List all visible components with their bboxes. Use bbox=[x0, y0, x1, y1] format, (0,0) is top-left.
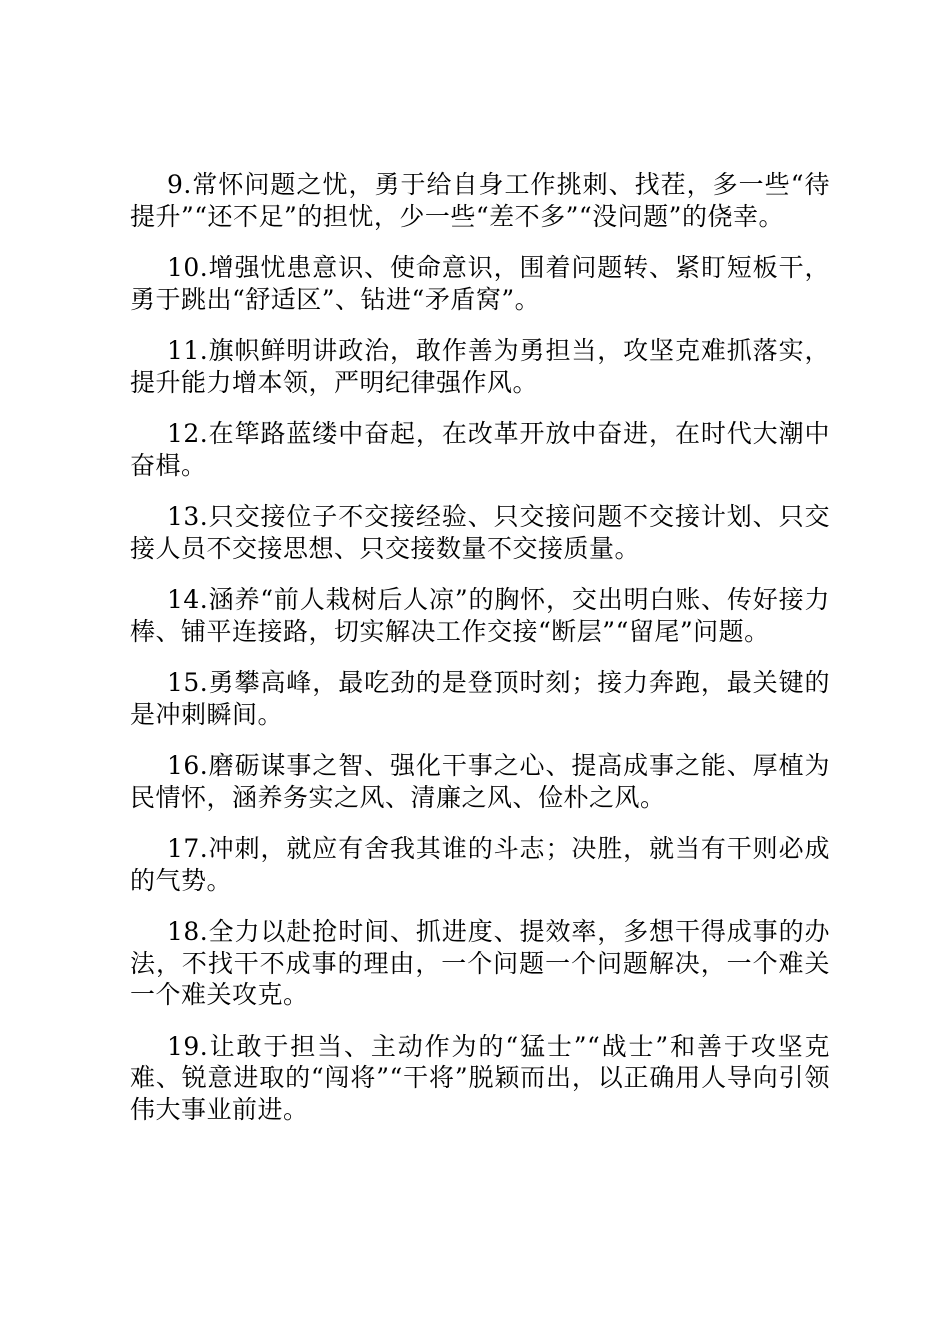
paragraph-15: 15.勇攀高峰，最吃劲的是登顶时刻；接力奔跑，最关键的是冲刺瞬间。 bbox=[130, 668, 830, 729]
paragraph-13: 13.只交接位子不交接经验、只交接问题不交接计划、只交接人员不交接思想、只交接数量不交接质量。 bbox=[130, 502, 830, 563]
paragraph-17: 17.冲刺，就应有舍我其谁的斗志；决胜，就当有干则必成的气势。 bbox=[130, 834, 830, 895]
document-body bbox=[130, 169, 830, 1145]
paragraph-12: 12.在筚路蓝缕中奋起，在改革开放中奋进，在时代大潮中奋楫。 bbox=[130, 419, 830, 480]
paragraph-16: 16.磨砺谋事之智、强化干事之心、提高成事之能、厚植为民情怀，涵养务实之风、清廉之风、俭朴之风。 bbox=[130, 751, 830, 812]
paragraph-14: 14.涵养“前人栽树后人凉”的胸怀，交出明白账、传好接力棒、铺平连接路，切实解决工作交接“断层”“留尾”问题。 bbox=[130, 585, 830, 646]
paragraph-19: 19.让敢于担当、主动作为的“猛士”“战士”和善于攻坚克难、锐意进取的“闯将”“干将”脱颖而出，以正确用人导向引领伟大事业前进。 bbox=[130, 1031, 830, 1124]
paragraph-11: 11.旗帜鲜明讲政治，敢作善为勇担当，攻坚克难抓落实，提升能力增本领，严明纪律强作风。 bbox=[130, 336, 830, 397]
paragraph-10: 10.增强忧患意识、使命意识，围着问题转、紧盯短板干，勇于跳出“舒适区”、钻进“矛盾窝”。 bbox=[130, 253, 830, 314]
paragraph-18: 18.全力以赴抢时间、抓进度、提效率，多想干得成事的办法，不找干不成事的理由，一个问题一个问题解决，一个难关一个难关攻克。 bbox=[130, 917, 830, 1009]
paragraph-9: 9.常怀问题之忧，勇于给自身工作挑刺、找茬，多一些“待提升”“还不足”的担忧，少一些“差不多”“没问题”的侥幸。 bbox=[130, 170, 830, 231]
